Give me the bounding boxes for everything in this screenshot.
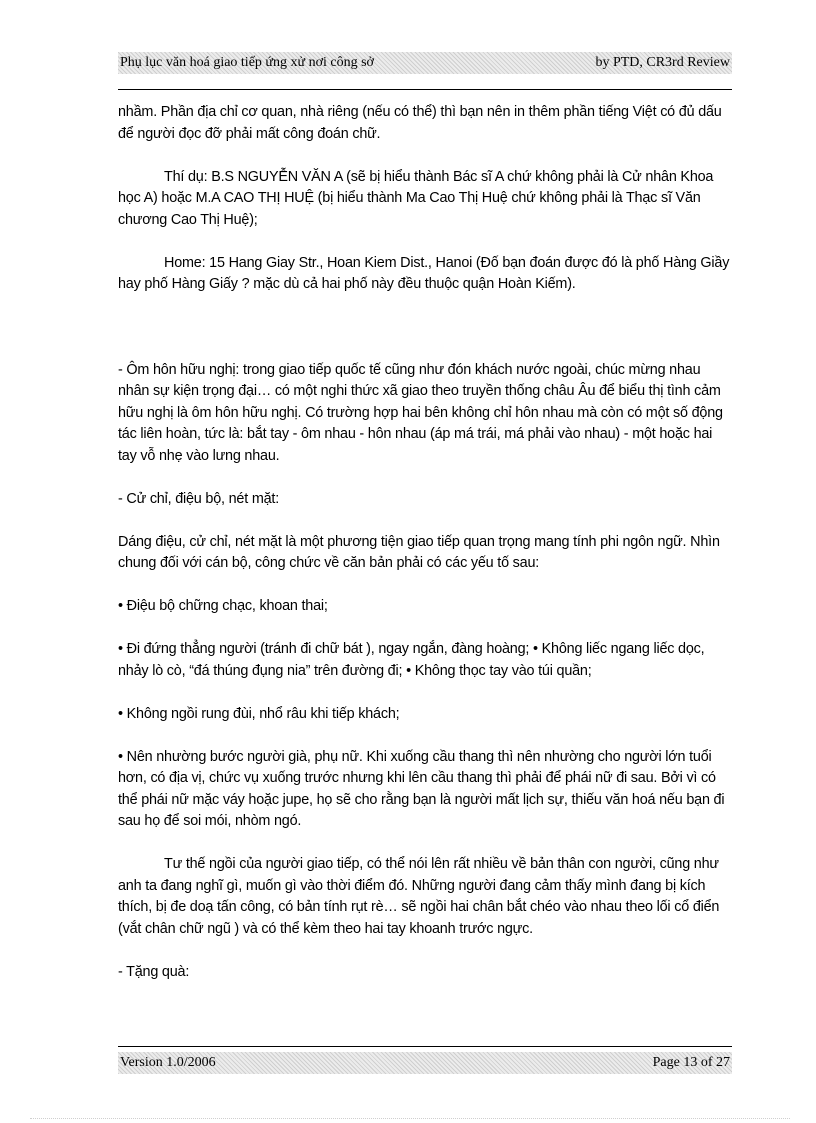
bullet-item: • Không ngồi rung đùi, nhổ râu khi tiếp khách; [118, 705, 400, 722]
header-title: Phụ lục văn hoá giao tiếp ứng xử nơi công sở [120, 55, 374, 70]
paragraph: Tư thế ngồi của người giao tiếp, có thể nói lên rất nhiều về bản thân con người, cũng như anh ta đang nghĩ gì, muốn gì vào thời điểm đó. Những người đang cảm thấy mình đang bị kích thích, bị đe doạ tấn công, có bản tính rụt rè… sẽ ngồi hai chân bắt chéo vào nhau theo lối cổ điển (vắt chân chữ ngũ ) và có thể kèm theo hai tay khoanh trước ngực. [118, 856, 720, 937]
paragraph: Dáng điệu, cử chỉ, nét mặt là một phương tiện giao tiếp quan trọng mang tính phi ngôn ngữ. Nhìn chung đối với cán bộ, công chức về căn bản phải có các yếu tố sau: [118, 533, 720, 571]
page-footer [118, 1052, 732, 1074]
paragraph: nhầm. Phần địa chỉ cơ quan, nhà riêng (nếu có thể) thì bạn nên in thêm phần tiếng Việt có đủ dấu để người đọc đỡ phải mất công đoán chữ. [118, 104, 722, 142]
bullet-item: • Nên nhường bước người già, phụ nữ. Khi xuống cầu thang thì nên nhường cho người lớn tuổi hơn, có địa vị, chức vụ xuống trước nhưng khi lên cầu thang thì phải để phái nữ đi sau. Bởi vì có thể phái nữ mặc váy hoặc jupe, họ sẽ cho rằng bạn là người mất lịch sự, thiếu văn hoá nếu bạn đi sau họ để soi mói, nhòm ngó. [118, 748, 725, 829]
page-header [118, 52, 732, 74]
bullet-item: • Điệu bộ chững chạc, khoan thai; [118, 598, 328, 614]
footer-page-number: Page 13 of 27 [652, 1055, 730, 1070]
document-body [118, 102, 732, 1005]
paragraph: - Ôm hôn hữu nghị: trong giao tiếp quốc tế cũng như đón khách nước ngoài, chúc mừng nhau nhân sự kiện trọng đại… có một nghi thức xã giao theo truyền thống châu Âu để biểu thị tình cảm hữu nghị là ôm hôn hữu nghị. Có trường hợp hai bên không chỉ hôn nhau mà còn có một số động tác liên hoàn, tức là: bắt tay - ôm nhau - hôn nhau (áp má trái, má phải vào nhau) - một hoặc hai tay vỗ nhẹ vào lưng nhau. [118, 361, 723, 464]
paragraph: Thí dụ: B.S NGUYỄN VĂN A (sẽ bị hiểu thành Bác sĩ A chứ không phải là Cử nhân Khoa học A) hoặc M.A CAO THỊ HUỆ (bị hiểu thành Ma Cao Thị Huệ chứ không phải là Thạc sĩ Văn chương Cao Thị Huệ); [118, 168, 714, 228]
header-author: by PTD, CR3rd Review [595, 55, 730, 70]
section-heading: - Tặng quà: [118, 963, 190, 980]
section-heading: - Cử chỉ, điệu bộ, nét mặt: [118, 490, 280, 507]
footer-version: Version 1.0/2006 [120, 1055, 216, 1070]
page-bottom-border [30, 1118, 790, 1119]
paragraph: Home: 15 Hang Giay Str., Hoan Kiem Dist., Hanoi (Đố bạn đoán được đó là phố Hàng Giầy hay phố Hàng Giấy ? mặc dù cả hai phố này đều thuộc quận Hoàn Kiếm). [118, 254, 730, 292]
header-divider [118, 89, 732, 90]
bullet-item: • Đi đứng thẳng người (tránh đi chữ bát ), ngay ngắn, đàng hoàng; • Không liếc ngang liếc dọc, nhảy lò cò, “đá thúng đụng nia” trên đường đi; • Không thọc tay vào túi quần; [118, 641, 705, 679]
footer-divider [118, 1046, 732, 1047]
